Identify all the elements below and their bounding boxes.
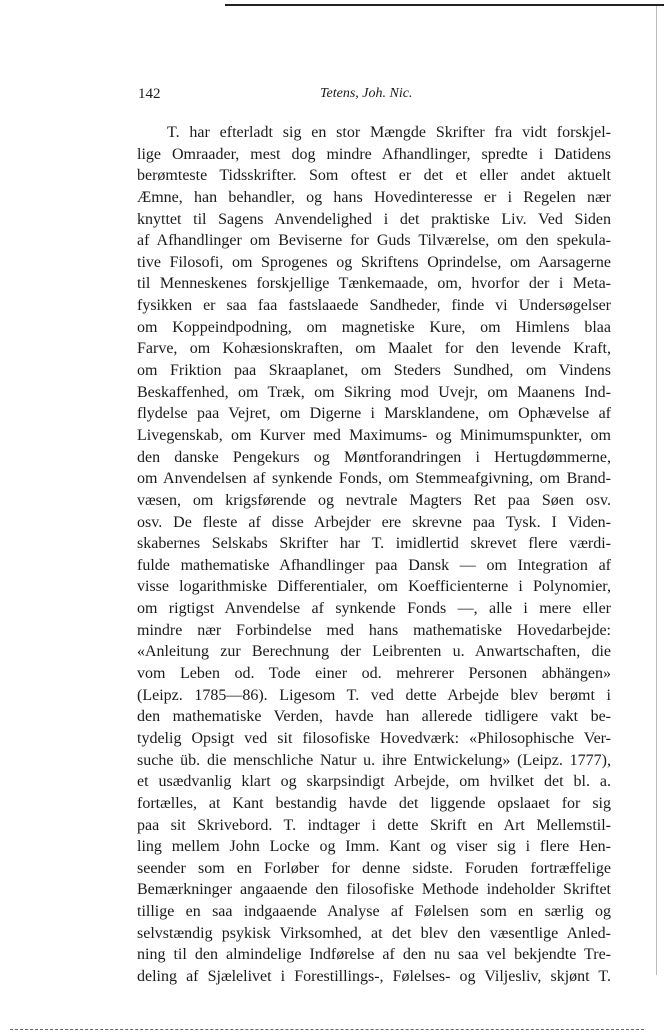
text-line: væsen, om krigsførende og nevtrale Magters Ret paa Søen osv. (137, 491, 611, 509)
text-line: Livegenskab, om Kurver med Maximums- og Minimumspunkter, om (137, 426, 611, 444)
text-line: deling af Sjælelivet i Forestillings-, Følelses- og Viljesliv, skjønt T. (137, 967, 611, 985)
page-number: 142 (138, 86, 161, 102)
text-line: skabernes Selskabs Skrifter har T. imidlertid skrevet flere værdi- (137, 535, 611, 553)
text-line: knyttet til Sagens Anvendelighed i det praktiske Liv. Ved Siden (137, 210, 611, 228)
body-text (137, 122, 611, 988)
text-line: den mathematiske Verden, havde han allerede tidligere vakt be- (137, 708, 611, 726)
text-line: om Anvendelsen af synkende Fonds, om Stemmeafgivning, om Brand- (137, 470, 611, 488)
text-line: Farve, om Kohæsionskraften, om Maalet for den levende Kraft, (137, 340, 611, 358)
text-line: tillige en saa indgaaende Analyse af Følelsen som en særlig og (137, 903, 611, 921)
text-line: selvstændig psykisk Virksomhed, at det blev den væsentlige Anled- (137, 924, 611, 942)
text-line: fulde mathematiske Afhandlinger paa Dansk — om Integration af (137, 556, 611, 574)
text-line: ning til den almindelige Indførelse af den nu saa vel bekjendte Tre- (137, 946, 611, 964)
running-head: Tetens, Joh. Nic. (320, 86, 413, 101)
text-line: suche üb. die menschliche Natur u. ihre Entwickelung» (Leipz. 1777), (137, 751, 611, 769)
text-line: om Koppeindpodning, om magnetiske Kure, om Himlens blaa (137, 318, 611, 336)
text-line: tydelig Opsigt ved sit filosofiske Hovedværk: «Philosophische Ver- (137, 729, 611, 747)
text-line: af Afhandlinger om Beviserne for Guds Tilværelse, om den spekula- (137, 232, 611, 250)
text-line: seender som en Forløber for denne sidste. Foruden fortræffelige (137, 859, 611, 877)
text-line: berømteste Tidsskrifter. Som oftest er det et eller andet aktuelt (137, 167, 611, 185)
text-line: fortælles, at Kant bestandig havde det liggende opslaaet for sig (137, 794, 611, 812)
text-line: T. har efterladt sig en stor Mængde Skrifter fra vidt forskjel- (167, 124, 611, 141)
text-line: et usædvanlig klart og skarpsindigt Arbejde, om hvilket det bl. a. (137, 773, 611, 791)
text-line: om Friktion paa Skraaplanet, om Steders Sundhed, om Vindens (137, 362, 611, 380)
text-line: den danske Pengekurs og Møntforandringen i Hertugdømmerne, (137, 448, 611, 466)
text-line: lige Omraader, mest dog mindre Afhandlinger, spredte i Datidens (137, 145, 611, 163)
text-line: osv. De fleste af disse Arbejder ere skrevne paa Tysk. I Viden- (137, 513, 611, 531)
text-line: (Leipz. 1785—86). Ligesom T. ved dette Arbejde blev berømt i (137, 686, 611, 704)
text-line: Æmne, han behandler, og hans Hovedinteresse er i Regelen nær (137, 188, 611, 206)
text-line: mindre nær Forbindelse med hans mathematiske Hovedarbejde: (137, 621, 611, 639)
top-rule (225, 4, 664, 6)
text-line: om rigtigst Anvendelse af synkende Fonds —, alle i mere eller (137, 600, 611, 618)
page-edge (656, 6, 657, 975)
text-line: visse logarithmiske Differentialer, om Koefficienterne i Polynomier, (137, 578, 611, 596)
text-line: fysikken er saa faa fastslaaede Sandheder, finde vi Undersøgelser (137, 297, 611, 315)
text-line: flydelse paa Vejret, om Digerne i Marsklandene, om Ophævelse af (137, 405, 611, 423)
text-line: Beskaffenhed, om Træk, om Sikring mod Uvejr, om Maanens Ind- (137, 383, 611, 401)
text-line: «Anleitung zur Berechnung der Leibrenten u. Anwartschaften, die (137, 643, 611, 661)
text-line: ling mellem John Locke og Imm. Kant og viser sig i flere Hen- (137, 838, 611, 856)
text-line: vom Leben od. Tode einer od. mehrerer Personen abhängen» (137, 665, 611, 683)
text-line: Bemærkninger angaaende den filosofiske Methode indeholder Skriftet (137, 881, 611, 899)
bottom-rule (10, 1029, 644, 1030)
text-line: til Menneskenes forskjellige Tænkemaade, om, hvorfor der i Meta- (137, 275, 611, 293)
text-line: tive Filosofi, om Sprogenes og Skriftens Oprindelse, om Aarsagerne (137, 253, 611, 271)
text-line: paa sit Skrivebord. T. indtager i dette Skrift en Art Mellemstil- (137, 816, 611, 834)
